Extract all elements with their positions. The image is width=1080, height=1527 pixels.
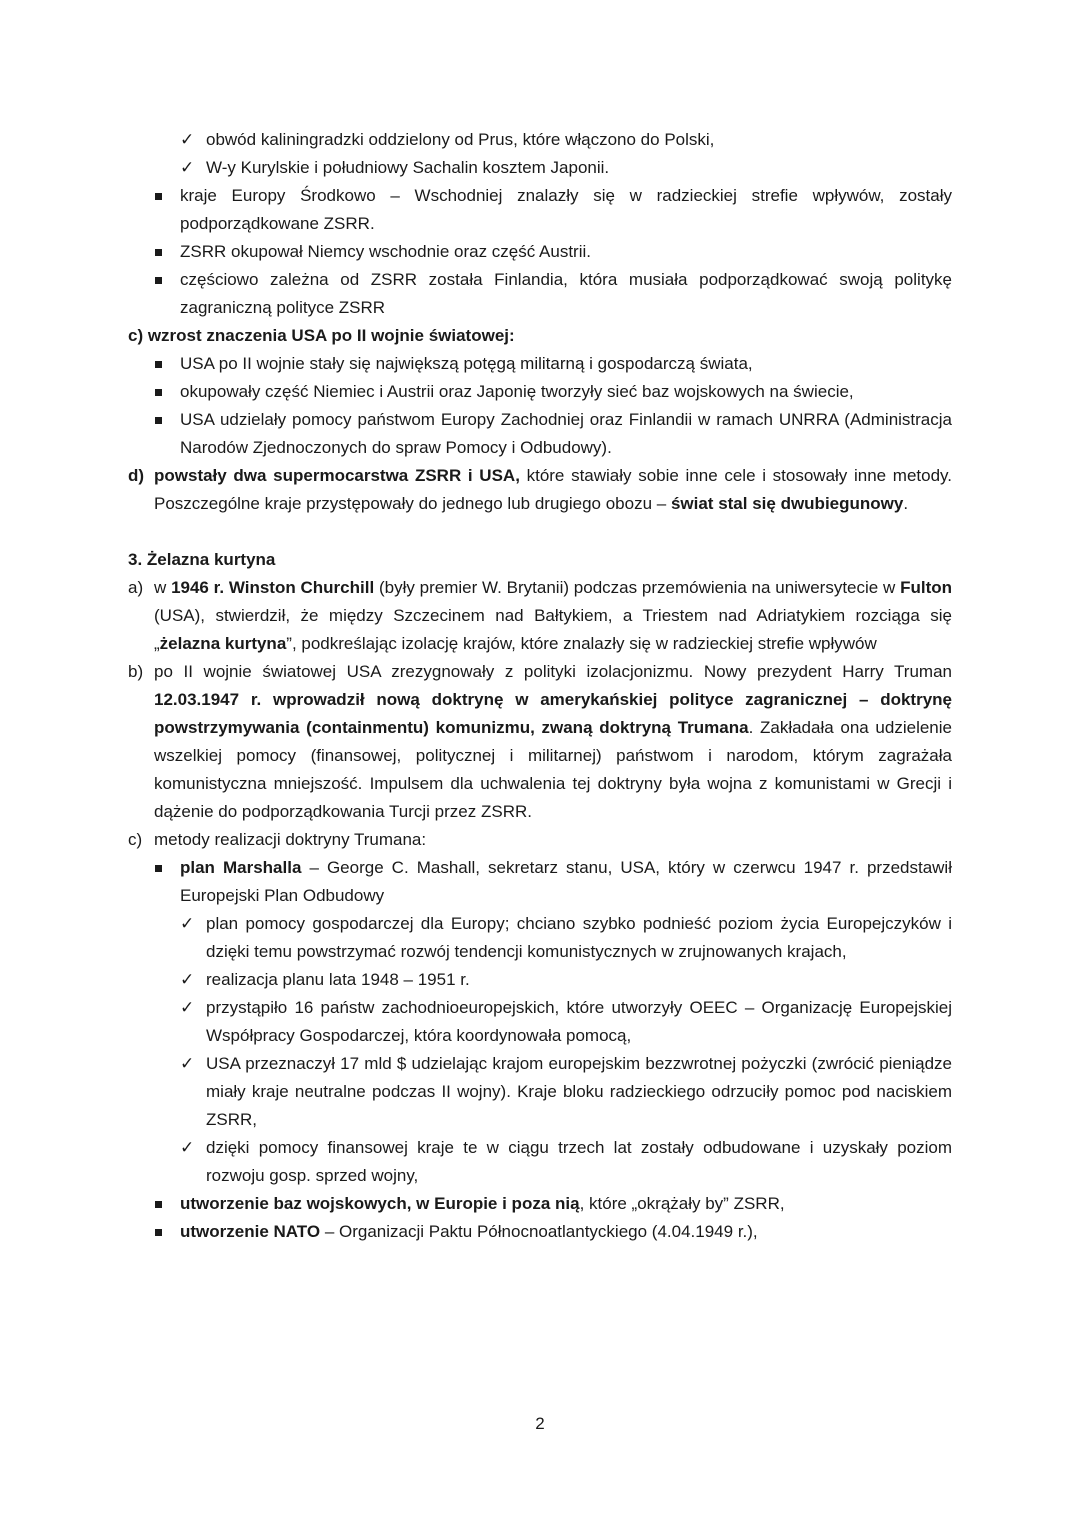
square-bullet-icon xyxy=(155,1201,162,1208)
square-bullet-icon xyxy=(155,193,162,200)
square-bullet-icon xyxy=(155,389,162,396)
section-3c-label: c) xyxy=(128,830,143,849)
check-item: ✓ obwód kaliningradzki oddzielony od Prus, które włączono do Polski, xyxy=(128,126,952,154)
bullet-item: ZSRR okupował Niemcy wschodnie oraz część Austrii. xyxy=(128,238,952,266)
check-item: ✓ W-y Kurylskie i południowy Sachalin kosztem Japonii. xyxy=(128,154,952,182)
bullet-item: częściowo zależna od ZSRR została Finlandia, która musiała podporządkować swoją politykę zagraniczną polityce ZSRR xyxy=(128,266,952,322)
page-number: 2 xyxy=(535,1414,545,1433)
bullet-item-nato: utworzenie NATO – Organizacji Paktu Północnoatlantyckiego (4.04.1949 r.), xyxy=(128,1218,952,1246)
section-3a-label: a) xyxy=(128,578,144,597)
section-3c-paragraph: c) metody realizacji doktryny Trumana: xyxy=(128,826,952,854)
checkmark-icon: ✓ xyxy=(180,130,195,149)
check-item: ✓ przystąpiło 16 państw zachodnioeuropejskich, które utworzyły OEEC – Organizację Europejskiej Współpracy Gospodarczej, która koordynowała pomocą, xyxy=(128,994,952,1050)
checkmark-icon: ✓ xyxy=(180,914,195,933)
square-bullet-icon xyxy=(155,277,162,284)
section-3b-paragraph: b) po II wojnie światowej USA zrezygnowały z polityki izolacjonizmu. Nowy prezydent Harry Truman 12.03.1947 r. wprowadził nową doktrynę w amerykańskiej polityce zagranicznej – doktrynę powstrzymywania (containmentu) komunizmu, zwaną doktryną Trumana. Zakładała ona udzielenie wszelkiej pomocy (finansowej, politycznej i militarnej) państwom i narodom, którym zagrażała komunistyczna mniejszość. Impulsem dla uchwalenia tej doktryny była wojna z komunistami w Grecji i dążenie do podporządkowania Turcji przez ZSRR. xyxy=(128,658,952,826)
page-content xyxy=(128,126,952,1246)
bullet-item-bases: utworzenie baz wojskowych, w Europie i poza nią, które „okrążały by” ZSRR, xyxy=(128,1190,952,1218)
section-3-heading: 3. Żelazna kurtyna xyxy=(128,550,276,569)
square-bullet-icon xyxy=(155,1229,162,1236)
section-c-heading: c) wzrost znaczenia USA po II wojnie światowej: xyxy=(128,326,515,345)
section-3b-label: b) xyxy=(128,662,144,681)
bullet-item-marshall: plan Marshalla – George C. Mashall, sekretarz stanu, USA, który w czerwcu 1947 r. przedstawił Europejski Plan Odbudowy xyxy=(128,854,952,910)
checkmark-icon: ✓ xyxy=(180,158,195,177)
check-item: ✓ plan pomocy gospodarczej dla Europy; chciano szybko podnieść poziom życia Europejczyków i dzięki temu powstrzymać rozwój tendencji komunistycznych w zrujnowanych krajach, xyxy=(128,910,952,966)
bullet-item: kraje Europy Środkowo – Wschodniej znalazły się w radzieckiej strefie wpływów, zostały podporządkowane ZSRR. xyxy=(128,182,952,238)
square-bullet-icon xyxy=(155,249,162,256)
square-bullet-icon xyxy=(155,361,162,368)
section-3a-paragraph: a) w 1946 r. Winston Churchill (były premier W. Brytanii) podczas przemówienia na uniwersytecie w Fulton (USA), stwierdził, że między Szczecinem nad Bałtykiem, a Triestem nad Adriatykiem rozciąga się „żelazna kurtyna”, podkreślając izolację krajów, które znalazły się w radzieckiej strefie wpływów xyxy=(128,574,952,658)
check-item: ✓ USA przeznaczył 17 mld $ udzielając krajom europejskim bezzwrotnej pożyczki (zwrócić pieniądze miały kraje neutralne podczas II wojny). Kraje bloku radzieckiego odrzuciły pomoc pod naciskiem ZSRR, xyxy=(128,1050,952,1134)
bullet-item: okupowały część Niemiec i Austrii oraz Japonię tworzyły sieć baz wojskowych na świecie, xyxy=(128,378,952,406)
checkmark-icon: ✓ xyxy=(180,970,195,989)
section-d-paragraph: d) powstały dwa supermocarstwa ZSRR i USA, które stawiały sobie inne cele i stosowały inne metody. Poszczególne kraje przystępowały do jednego lub drugiego obozu – świat stal się dwubiegunowy. xyxy=(128,462,952,518)
spacer xyxy=(128,518,952,546)
square-bullet-icon xyxy=(155,417,162,424)
square-bullet-icon xyxy=(155,865,162,872)
check-item: ✓ realizacja planu lata 1948 – 1951 r. xyxy=(128,966,952,994)
checkmark-icon: ✓ xyxy=(180,998,195,1017)
checkmark-icon: ✓ xyxy=(180,1054,195,1073)
bullet-item: USA udzielały pomocy państwom Europy Zachodniej oraz Finlandii w ramach UNRRA (Administracja Narodów Zjednoczonych do spraw Pomocy i Odbudowy). xyxy=(128,406,952,462)
checkmark-icon: ✓ xyxy=(180,1138,195,1157)
check-item: ✓ dzięki pomocy finansowej kraje te w ciągu trzech lat zostały odbudowane i uzyskały poziom rozwoju gosp. sprzed wojny, xyxy=(128,1134,952,1190)
bullet-item: USA po II wojnie stały się największą potęgą militarną i gospodarczą świata, xyxy=(128,350,952,378)
section-d-label: d) xyxy=(128,466,145,485)
